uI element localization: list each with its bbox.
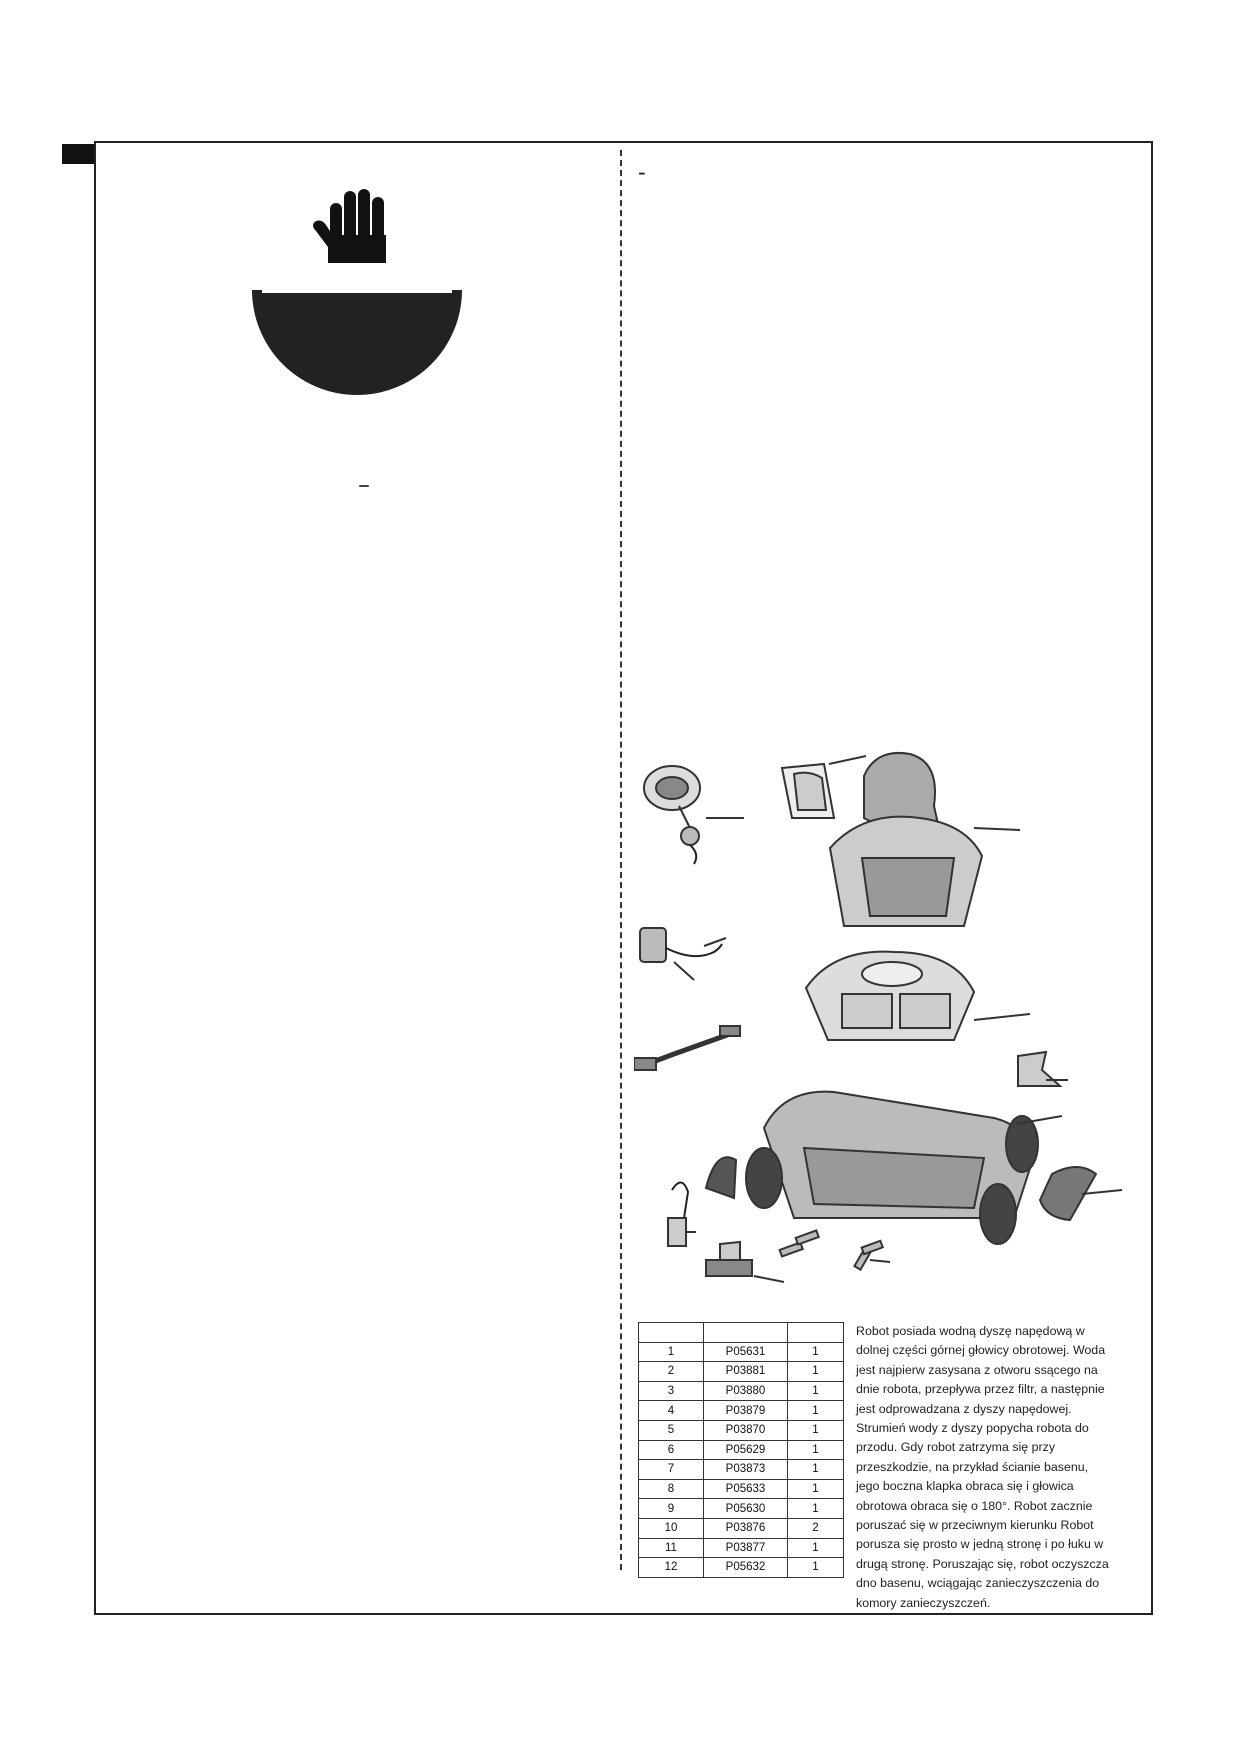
description-line: komory zanieczyszczeń.: [856, 1595, 991, 1610]
cell-part-code: P05633: [704, 1479, 788, 1499]
column-divider: [620, 150, 622, 1570]
cell-part-code: P05632: [704, 1558, 788, 1578]
parts-row: [639, 1518, 844, 1538]
cell-part-number: 9: [639, 1499, 704, 1519]
cell-quantity: 1: [788, 1420, 844, 1440]
description-line: jest odprowadzana z dyszy napędowej.: [856, 1401, 1072, 1416]
description-line: Strumień wody z dyszy popycha robota do: [856, 1421, 1089, 1436]
parts-row: [639, 1381, 844, 1401]
part-10-side-flap: [1040, 1167, 1122, 1220]
cell-part-number: 12: [639, 1558, 704, 1578]
part-7-cover: [806, 952, 1030, 1040]
cell-quantity: 1: [788, 1342, 844, 1362]
robot-description: [856, 1322, 1146, 1613]
cell-quantity: 1: [788, 1538, 844, 1558]
cell-part-number: 2: [639, 1362, 704, 1382]
cell-part-code: P03877: [704, 1538, 788, 1558]
cell-quantity: 1: [788, 1558, 844, 1578]
part-11-clips: [780, 1230, 890, 1269]
parts-table: [638, 1322, 844, 1578]
parts-row: [639, 1440, 844, 1460]
part-8-flap: [1018, 1052, 1068, 1086]
cell-quantity: 1: [788, 1460, 844, 1480]
col-part-number: [639, 1323, 704, 1343]
cell-quantity: 1: [788, 1499, 844, 1519]
support-badge: [232, 155, 482, 405]
support-badge-graphic: [232, 155, 482, 405]
cell-part-code: P03880: [704, 1381, 788, 1401]
description-line: przeszkodzie, na przykład ścianie basenu,: [856, 1459, 1089, 1474]
description-line: dolnej części górnej głowicy obrotowej. Woda: [856, 1343, 1106, 1358]
col-quantity: [788, 1323, 844, 1343]
cell-part-number: 10: [639, 1518, 704, 1538]
cell-part-number: 3: [639, 1381, 704, 1401]
description-line: dno basenu, wciągając zanieczyszczenia do: [856, 1576, 1100, 1591]
part-6-top-housing: [830, 753, 1020, 926]
parts-row: [639, 1420, 844, 1440]
part-2-charger: [640, 928, 726, 980]
parts-row: [639, 1479, 844, 1499]
cell-part-number: 11: [639, 1538, 704, 1558]
parts-row: [639, 1558, 844, 1578]
cell-part-code: P05631: [704, 1342, 788, 1362]
cell-part-code: P05630: [704, 1499, 788, 1519]
part-3-cable: [634, 1026, 740, 1070]
parts-diagram: [634, 748, 1148, 1288]
description-line: przodu. Gdy robot zatrzyma się przy: [856, 1440, 1056, 1455]
cell-part-code: P03879: [704, 1401, 788, 1421]
parts-row: [639, 1342, 844, 1362]
col-part-code: [704, 1323, 788, 1343]
cell-quantity: 1: [788, 1381, 844, 1401]
parts-diagram-graphic: [634, 748, 1148, 1288]
description-line: jest najpierw zasysana z otworu ssącego na: [856, 1362, 1098, 1377]
cell-part-number: 6: [639, 1440, 704, 1460]
cell-part-number: 8: [639, 1479, 704, 1499]
description-line: drugą stronę. Poruszając się, robot oczyszcza: [856, 1556, 1109, 1571]
cell-quantity: 2: [788, 1518, 844, 1538]
description-line: dnie robota, przepływa przez filtr, a następnie: [856, 1382, 1105, 1397]
description-line: obrotowa obraca się o 180°. Robot zacznie: [856, 1498, 1093, 1513]
cell-part-code: P03881: [704, 1362, 788, 1382]
youtube-logo: [358, 472, 369, 492]
description-line: Robot posiada wodną dyszę napędową w: [856, 1324, 1085, 1338]
cell-quantity: 1: [788, 1362, 844, 1382]
parts-row: [639, 1499, 844, 1519]
cell-quantity: 1: [788, 1401, 844, 1421]
parts-row: [639, 1401, 844, 1421]
cell-quantity: 1: [788, 1440, 844, 1460]
cell-part-code: P05629: [704, 1440, 788, 1460]
cell-part-code: P03870: [704, 1420, 788, 1440]
cell-part-code: P03873: [704, 1460, 788, 1480]
parts-row: [639, 1362, 844, 1382]
part-5-filter: [782, 756, 866, 818]
cell-part-number: 1: [639, 1342, 704, 1362]
part-12-brush: [706, 1242, 784, 1282]
youtube-line: [106, 472, 612, 492]
description-line: porusza się prosto w jedną stronę i po łuku w: [856, 1537, 1104, 1552]
cell-part-number: 4: [639, 1401, 704, 1421]
part-9-base: [706, 1092, 1062, 1244]
language-tab: [62, 144, 96, 164]
cell-part-code: P03876: [704, 1518, 788, 1538]
description-line: jego boczna klapka obraca się i głowica: [856, 1479, 1074, 1494]
parts-row: [639, 1538, 844, 1558]
part-1-remote: [644, 766, 744, 864]
cell-part-number: 5: [639, 1420, 704, 1440]
description-line: poruszać się w przeciwnym kierunku Robot: [856, 1518, 1094, 1533]
part-4-handle: [668, 1182, 696, 1246]
parts-row: [639, 1460, 844, 1480]
cell-part-number: 7: [639, 1460, 704, 1480]
cell-quantity: 1: [788, 1479, 844, 1499]
